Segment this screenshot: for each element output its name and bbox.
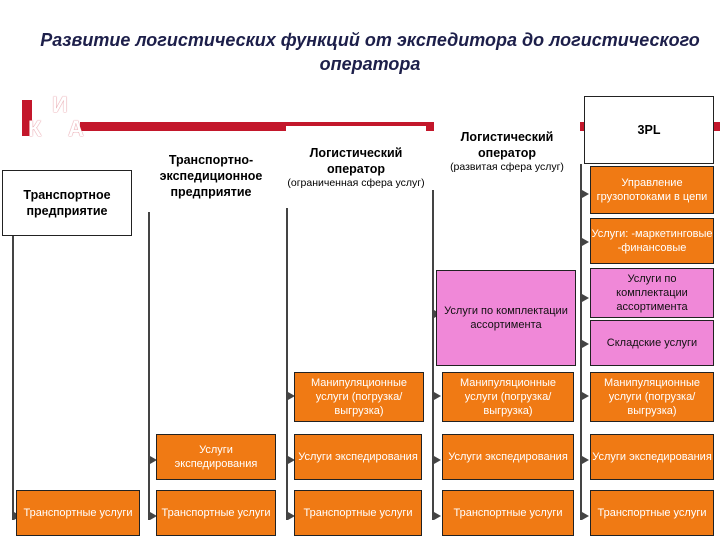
service-box-label: Услуги: -маркетинговые -финансовые — [591, 228, 713, 254]
column-header-transport-enterprise — [2, 170, 132, 236]
service-box-label: Транспортные услуги — [303, 507, 413, 519]
service-box-label: Манипуляционные услуги (погрузка/выгрузка) — [311, 377, 407, 417]
page-title: Развитие логистических функций от экспедитора до логистического оператора — [40, 30, 700, 74]
arrow-icon — [582, 340, 589, 348]
service-box-transport — [156, 490, 276, 536]
column-header-label: Логистический оператор — [460, 129, 554, 160]
service-box-forwarding — [442, 434, 574, 480]
service-box-transport — [294, 490, 422, 536]
service-box-transport — [442, 490, 574, 536]
decor-letter: А — [68, 116, 84, 141]
column-header-forwarding-enterprise — [145, 140, 277, 212]
arrow-icon — [582, 456, 589, 464]
service-box-label: Услуги по комплектации ассортимента — [616, 273, 688, 313]
service-box-flow-management — [590, 166, 714, 214]
connector-line — [12, 236, 14, 520]
service-box-handling — [442, 372, 574, 422]
service-box-forwarding — [294, 434, 422, 480]
arrow-icon — [582, 392, 589, 400]
service-box-warehouse — [590, 320, 714, 366]
column-header-sublabel: (развитая сфера услуг) — [450, 160, 564, 173]
decor-letter: К — [28, 116, 42, 141]
column-header-logistics-operator-limited — [286, 126, 426, 208]
column-header-label: Транспортное предприятие — [23, 188, 111, 218]
service-box-label: Услуги экспедирования — [592, 451, 712, 463]
connector-line — [432, 190, 434, 520]
arrow-icon — [582, 190, 589, 198]
service-box-label: Манипуляционные услуги (погрузка/выгрузка) — [460, 377, 556, 417]
arrow-icon — [582, 512, 589, 520]
arrow-icon — [582, 238, 589, 246]
column-header-logistics-operator-developed — [434, 112, 580, 190]
arrow-icon — [434, 456, 441, 464]
service-box-label: Транспортные услуги — [453, 507, 563, 519]
service-box-label: Транспортные услуги — [597, 507, 707, 519]
service-box-transport — [590, 490, 714, 536]
service-box-handling — [590, 372, 714, 422]
column-header-label: Логистический оператор — [309, 145, 403, 176]
service-box-label: Услуги по комплектации ассортимента — [444, 305, 568, 331]
connector-line — [286, 208, 288, 520]
service-box-assortment — [436, 270, 576, 366]
service-box-label: Услуги экспедирования — [448, 451, 568, 463]
arrow-icon — [434, 392, 441, 400]
service-box-transport — [16, 490, 140, 536]
service-box-handling — [294, 372, 424, 422]
service-box-label: Услуги экспедирования — [298, 451, 418, 463]
decor-letter: И — [52, 92, 68, 117]
arrow-icon — [582, 294, 589, 302]
connector-line — [148, 212, 150, 520]
column-header-sublabel: (ограниченная сфера услуг) — [287, 176, 425, 189]
service-box-marketing-finance — [590, 218, 714, 264]
column-header-label: 3PL — [637, 123, 661, 137]
service-box-label: Транспортные услуги — [23, 507, 133, 519]
service-box-label: Складские услуги — [606, 337, 698, 349]
service-box-label: Манипуляционные услуги (погрузка/выгрузка) — [604, 377, 700, 417]
service-box-forwarding — [590, 434, 714, 480]
service-box-assortment — [590, 268, 714, 318]
service-box-label: Услуги экспедирования — [174, 444, 258, 470]
arrow-icon — [434, 512, 441, 520]
service-box-forwarding — [156, 434, 276, 480]
service-box-label: Транспортные услуги — [161, 507, 271, 519]
service-box-label: Управление грузопотоками в цепи — [596, 177, 708, 203]
column-header-3pl — [584, 96, 714, 164]
column-header-label: Транспортно-экспедиционное предприятие — [159, 153, 263, 199]
